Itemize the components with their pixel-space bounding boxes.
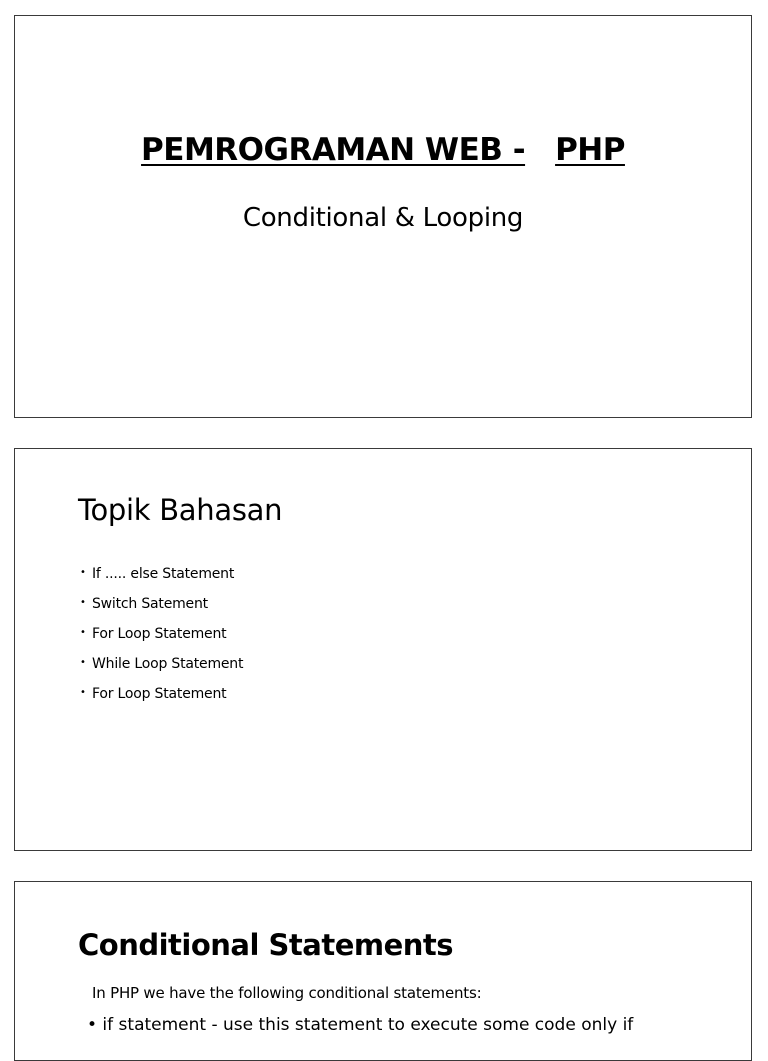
topic-list [80, 564, 243, 714]
list-item-text: If ..... else Statement [92, 566, 235, 582]
bullet: • [80, 597, 86, 608]
bullet: • [80, 657, 86, 668]
list-item [80, 684, 243, 714]
presentation-title [15, 132, 751, 168]
slide-topics [14, 448, 752, 851]
list-item-text: Switch Satement [92, 596, 208, 612]
slide-conditional-statements [14, 881, 752, 1061]
bullet: • [80, 567, 86, 578]
presentation-subtitle: Conditional & Looping [242, 203, 524, 233]
conditional-first-item: • if statement - use this statement to execute some code only if [87, 1015, 634, 1035]
bullet: • [80, 687, 86, 698]
conditional-heading: Conditional Statements [78, 928, 454, 962]
slide-title [14, 15, 752, 418]
list-item-text: For Loop Statement [92, 626, 227, 642]
title-part-2: PHP [555, 132, 625, 168]
list-item [80, 624, 243, 654]
list-item [80, 594, 243, 624]
list-item [80, 654, 243, 684]
list-item-text: For Loop Statement [92, 686, 227, 702]
topics-heading: Topik Bahasan [78, 493, 283, 527]
bullet: • [80, 627, 86, 638]
list-item [80, 564, 243, 594]
list-item-text: While Loop Statement [92, 656, 244, 672]
title-part-1: PEMROGRAMAN WEB - [141, 132, 526, 168]
conditional-intro: In PHP we have the following conditional statements: [92, 984, 482, 1002]
